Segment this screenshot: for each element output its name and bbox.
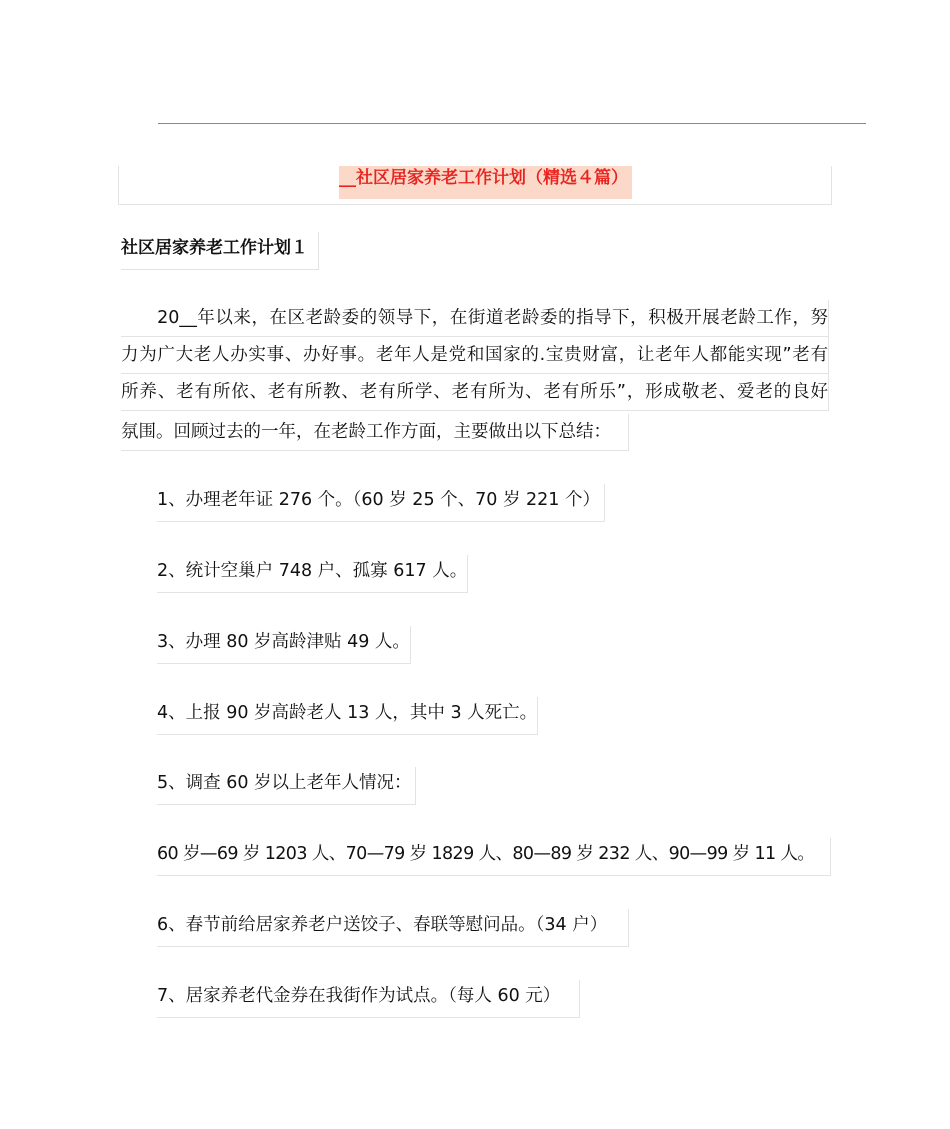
list-item-8: 7、居家养老代金券在我街作为试点。（每人 60 元） bbox=[157, 980, 580, 1018]
list-item-5: 5、调查 60 岁以上老年人情况： bbox=[157, 767, 416, 805]
document-title: __社区居家养老工作计划（精选４篇） bbox=[339, 166, 632, 199]
header-rule bbox=[158, 123, 866, 124]
paragraph-line-3: 所养、老有所依、老有所教、老有所学、老有所为、老有所乐”，形成敬老、爱老的良好 bbox=[121, 374, 829, 411]
list-item-3: 3、办理 80 岁高龄津贴 49 人。 bbox=[157, 626, 411, 664]
list-item-2: 2、统计空巢户 748 户、孤寡 617 人。 bbox=[157, 555, 468, 593]
list-item-6: 60 岁—69 岁 1203 人、70—79 岁 1829 人、80—89 岁 232 人、90—99 岁 11 人。 bbox=[157, 838, 831, 876]
list-item-1: 1、办理老年证 276 个。（60 岁 25 个、70 岁 221 个） bbox=[157, 484, 605, 522]
paragraph-line-1: 20__年以来，在区老龄委的领导下，在街道老龄委的指导下，积极开展老龄工作，努 bbox=[121, 300, 829, 337]
paragraph-line-4: 氛围。回顾过去的一年，在老龄工作方面，主要做出以下总结： bbox=[121, 414, 629, 451]
section-heading: 社区居家养老工作计划１ bbox=[121, 232, 319, 270]
paragraph-line-2: 力为广大老人办实事、办好事。老年人是党和国家的.宝贵财富，让老年人都能实现”老有 bbox=[121, 337, 829, 374]
list-item-4: 4、上报 90 岁高龄老人 13 人，其中 3 人死亡。 bbox=[157, 697, 538, 735]
list-item-7: 6、春节前给居家养老户送饺子、春联等慰问品。（34 户） bbox=[157, 909, 629, 947]
